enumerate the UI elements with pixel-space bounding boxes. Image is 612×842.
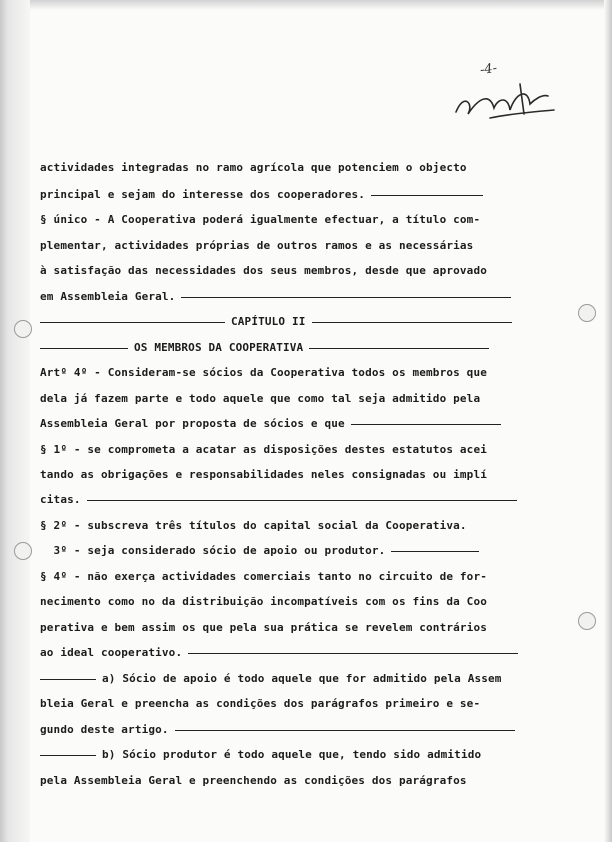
text-line: 3º - seja considerado sócio de apoio ou produtor. (40, 544, 528, 558)
chapter-heading: CAPÍTULO II (40, 315, 528, 329)
text-line: necimento como no da distribuição incompatíveis com os fins da Coo (40, 595, 487, 608)
text-line: Assembleia Geral por proposta de sócios e que (40, 417, 528, 431)
text-line: à satisfação das necessidades dos seus membros, desde que aprovado (40, 264, 487, 277)
text-line: perativa e bem assim os que pela sua prática se revelem contrários (40, 621, 487, 634)
text-line: a) Sócio de apoio é todo aquele que for admitido pela Assem (40, 672, 528, 686)
text-line: § 2º - subscreva três títulos do capital social da Cooperativa. (40, 519, 467, 532)
scan-edge-top (0, 0, 612, 10)
punch-hole (14, 542, 32, 560)
text-line: actividades integradas no ramo agrícola que potenciem o objecto (40, 161, 467, 174)
text-line: bleia Geral e preencha as condições dos parágrafos primeiro e se- (40, 697, 481, 710)
punch-hole (578, 304, 596, 322)
text-line: em Assembleia Geral. (40, 290, 528, 304)
punch-hole (14, 320, 32, 338)
text-line: § único - A Cooperativa poderá igualmente efectuar, a título com- (40, 213, 481, 226)
scan-edge-right (604, 0, 612, 842)
text-line: gundo deste artigo. (40, 723, 528, 737)
text-line: b) Sócio produtor é todo aquele que, tendo sido admitido (40, 748, 528, 762)
text-line: pela Assembleia Geral e preenchendo as condições dos parágrafos (40, 774, 467, 787)
chapter-subheading: OS MEMBROS DA COOPERATIVA (40, 341, 528, 355)
text-line: Artº 4º - Consideram-se sócios da Cooperativa todos os membros que (40, 366, 487, 379)
text-line: principal e sejam do interesse dos cooperadores. (40, 188, 528, 202)
text-line: dela já fazem parte e todo aquele que como tal seja admitido pela (40, 392, 481, 405)
punch-hole (578, 612, 596, 630)
text-line: § 1º - se comprometa a acatar as disposições destes estatutos acei (40, 443, 487, 456)
page-number: -4- (479, 60, 499, 79)
handwritten-signature-icon (450, 74, 560, 124)
text-line: tando as obrigações e responsabilidades neles consignadas ou implí (40, 468, 487, 481)
text-line: plementar, actividades próprias de outros ramos e as necessárias (40, 239, 474, 252)
text-line: ao ideal cooperativo. (40, 646, 528, 660)
text-line: § 4º - não exerça actividades comerciais tanto no circuito de for- (40, 570, 487, 583)
scan-edge-left (0, 0, 30, 842)
text-line: citas. (40, 493, 528, 507)
